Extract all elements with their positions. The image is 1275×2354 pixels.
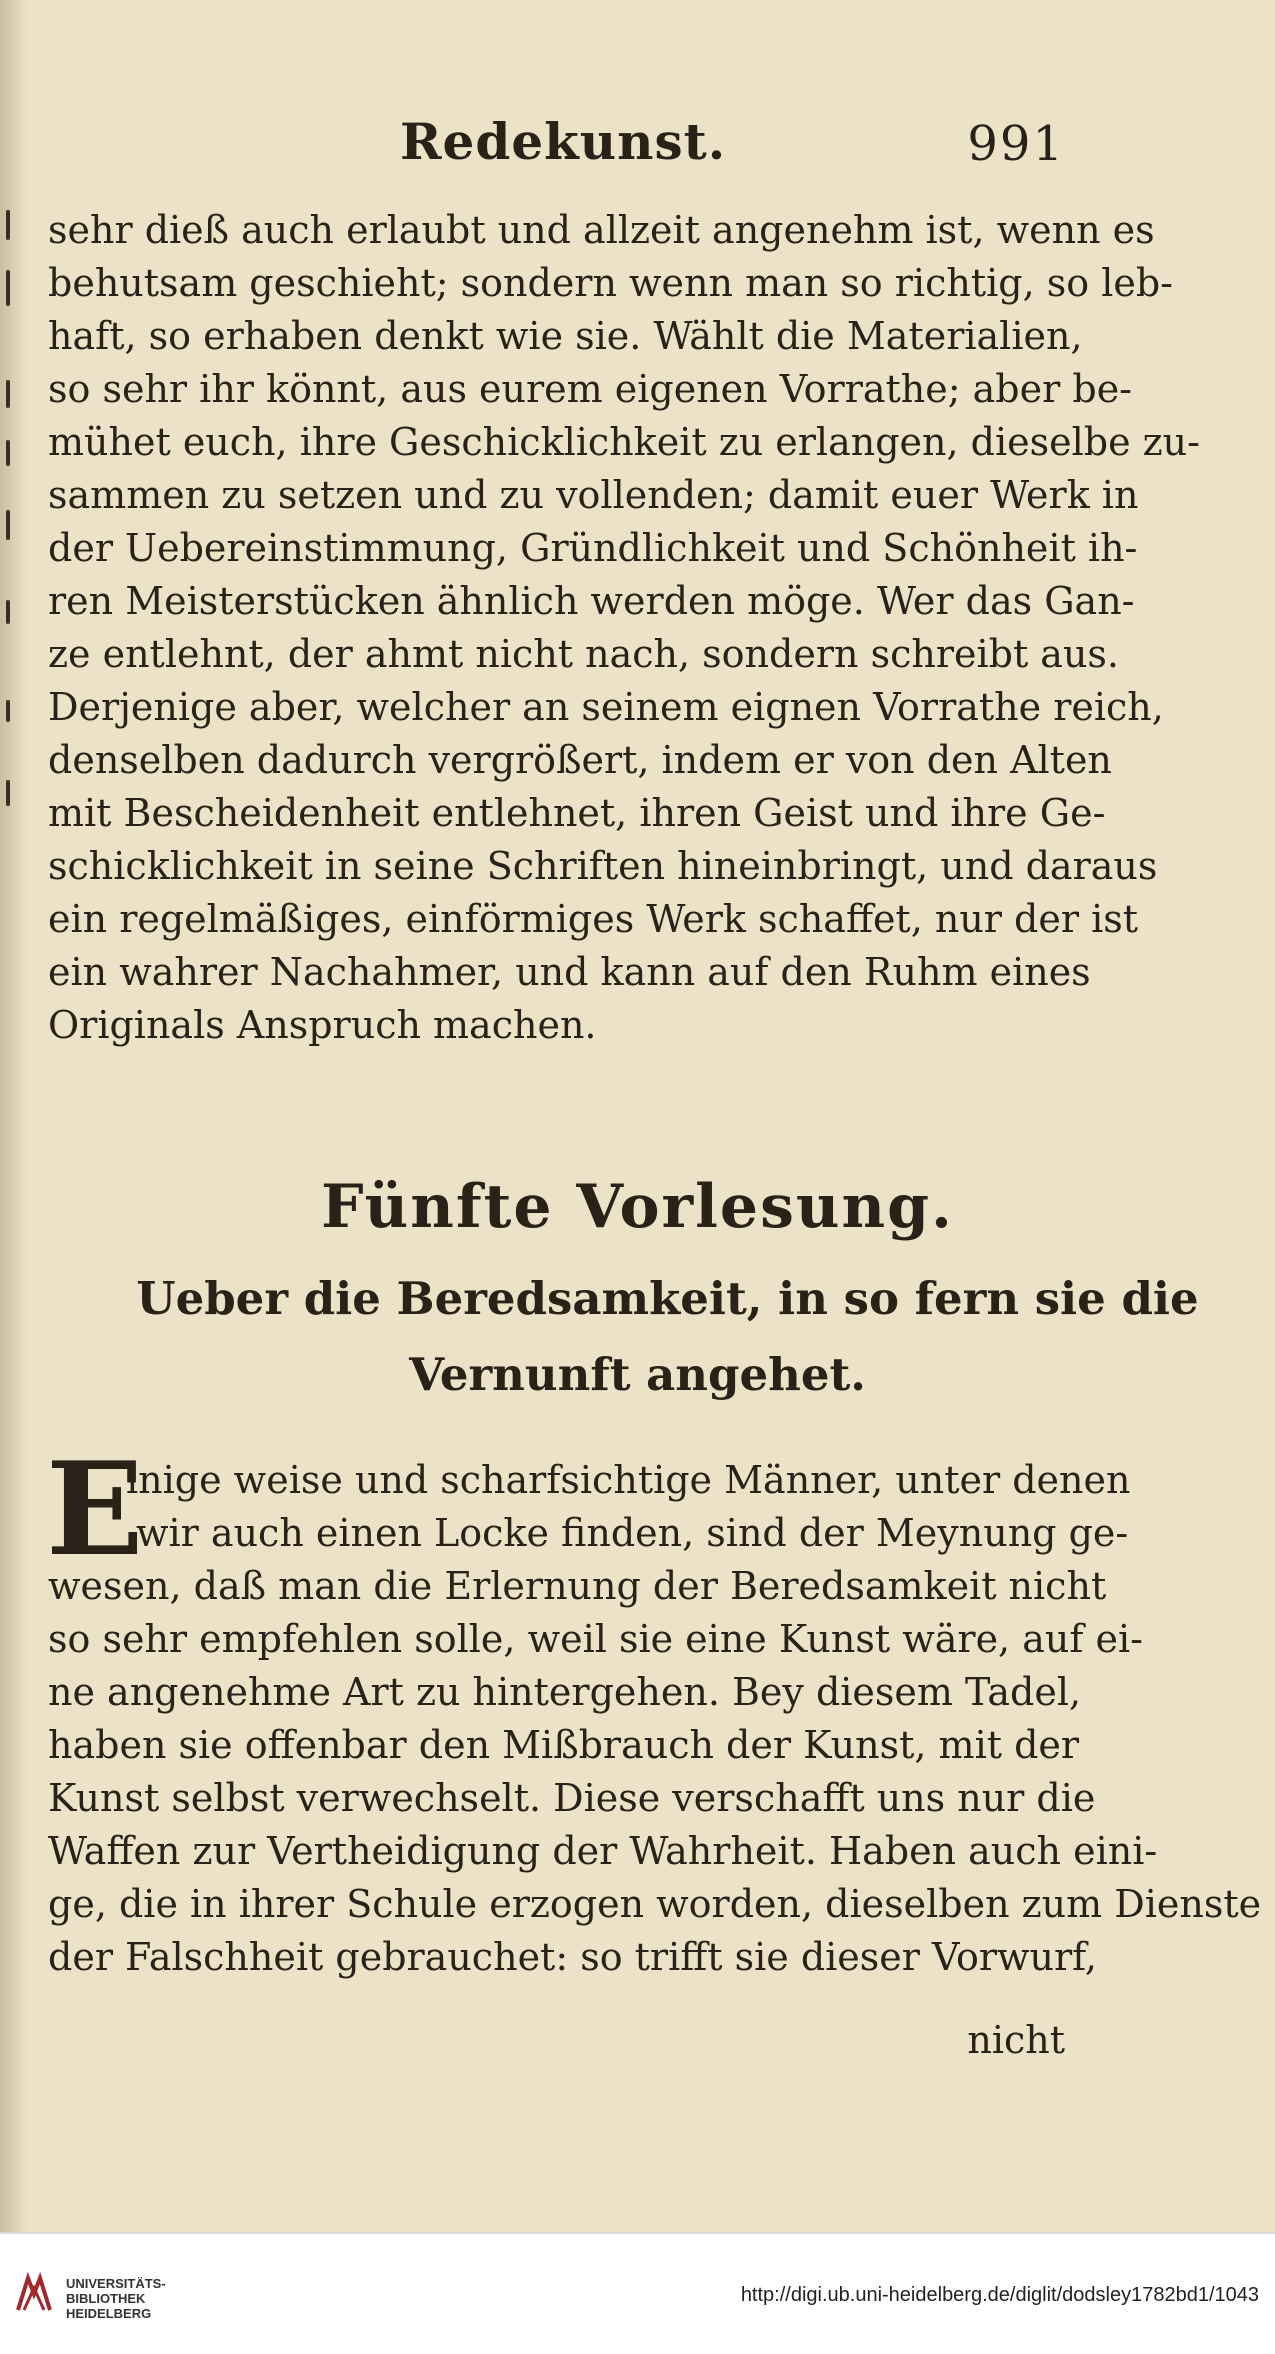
text-line: mit Bescheidenheit entlehnet, ihren Geist und ihre Ge- <box>48 791 1106 835</box>
text-line: mühet euch, ihre Geschicklichkeit zu erlangen, dieselbe zu- <box>48 420 1200 464</box>
spine-mark <box>6 600 10 624</box>
text-line: der Falschheit gebrauchet: so trifft sie dieser Vorwurf, <box>48 1935 1097 1979</box>
spine-mark <box>6 270 10 306</box>
text-line: der Uebereinstimmung, Gründlichkeit und Schönheit ih- <box>48 526 1138 570</box>
text-line: ze entlehnt, der ahmt nicht nach, sondern schreibt aus. <box>48 632 1120 676</box>
text-line: wesen, daß man die Erlernung der Beredsamkeit nicht <box>48 1564 1107 1608</box>
text-line: Derjenige aber, welcher an seinem eignen Vorrathe reich, <box>48 685 1164 729</box>
page-header <box>400 112 1080 172</box>
text-line: behutsam geschieht; sondern wenn man so richtig, so leb- <box>48 261 1174 305</box>
catchword: nicht <box>967 2018 1065 2062</box>
library-name <box>66 2276 166 2321</box>
text-line: inige weise und scharfsichtige Männer, unter denen <box>126 1458 1131 1502</box>
text-line: denselben dadurch vergrößert, indem er von den Alten <box>48 738 1112 782</box>
text-line: sehr dieß auch erlaubt und allzeit angenehm ist, wenn es <box>48 208 1155 252</box>
page-spine-shadow <box>0 0 28 2232</box>
viewer-footer <box>0 2232 1275 2354</box>
lecture-title: Fünfte Vorlesung. <box>321 1172 954 1242</box>
text-line: ge, die in ihrer Schule erzogen worden, dieselben zum Dienste <box>48 1882 1262 1926</box>
text-line: ein regelmäßiges, einförmiges Werk schaffet, nur der ist <box>48 897 1139 941</box>
page-number: 991 <box>967 116 1065 172</box>
permalink-url[interactable]: http://digi.ub.uni-heidelberg.de/diglit/dodsley1782bd1/1043 <box>740 2284 1259 2306</box>
text-line: so sehr ihr könnt, aus eurem eigenen Vorrathe; aber be- <box>48 367 1133 411</box>
running-head: Redekunst. <box>400 112 727 171</box>
text-line: Waffen zur Vertheidigung der Wahrheit. Haben auch eini- <box>48 1829 1158 1873</box>
spine-mark <box>6 440 10 466</box>
text-line: ein wahrer Nachahmer, und kann auf den Ruhm eines <box>48 950 1091 994</box>
text-line: ne angenehme Art zu hintergehen. Bey diesem Tadel, <box>48 1670 1082 1714</box>
text-line: schicklichkeit in seine Schriften hineinbringt, und daraus <box>48 844 1158 888</box>
spine-mark <box>6 210 10 240</box>
text-line: haben sie offenbar den Mißbrauch der Kunst, mit der <box>48 1723 1080 1767</box>
text-line: wir auch einen Locke finden, sind der Meynung ge- <box>136 1511 1129 1555</box>
text-line: haft, so erhaben denkt wie sie. Wählt die Materialien, <box>48 314 1083 358</box>
text-line: so sehr empfehlen solle, weil sie eine Kunst wäre, auf ei- <box>48 1617 1143 1661</box>
paragraph-2 <box>48 1454 1262 1984</box>
text-line: ren Meisterstücken ähnlich werden möge. Wer das Gan- <box>48 579 1135 623</box>
library-name-line: HEIDELBERG <box>66 2306 152 2321</box>
library-name-line: BIBLIOTHEK <box>66 2291 146 2306</box>
text-line: sammen zu setzen und zu vollenden; damit euer Werk in <box>48 473 1139 517</box>
ub-heidelberg-logo-icon <box>14 2274 54 2314</box>
spine-mark <box>6 780 10 806</box>
drop-cap: E <box>46 1435 144 1585</box>
library-name-line: UNIVERSITÄTS- <box>66 2276 166 2291</box>
spine-mark <box>6 700 10 722</box>
text-line: Kunst selbst verwechselt. Diese verschafft uns nur die <box>48 1776 1096 1820</box>
spine-mark <box>6 510 10 540</box>
paragraph-1 <box>48 204 1200 1052</box>
text-line: Originals Anspruch machen. <box>48 1003 597 1047</box>
spine-mark <box>6 380 10 408</box>
lecture-subtitle-line-2: Vernunft angehet. <box>409 1348 866 1401</box>
lecture-subtitle-line-1: Ueber die Beredsamkeit, in so fern sie die <box>136 1272 1199 1325</box>
